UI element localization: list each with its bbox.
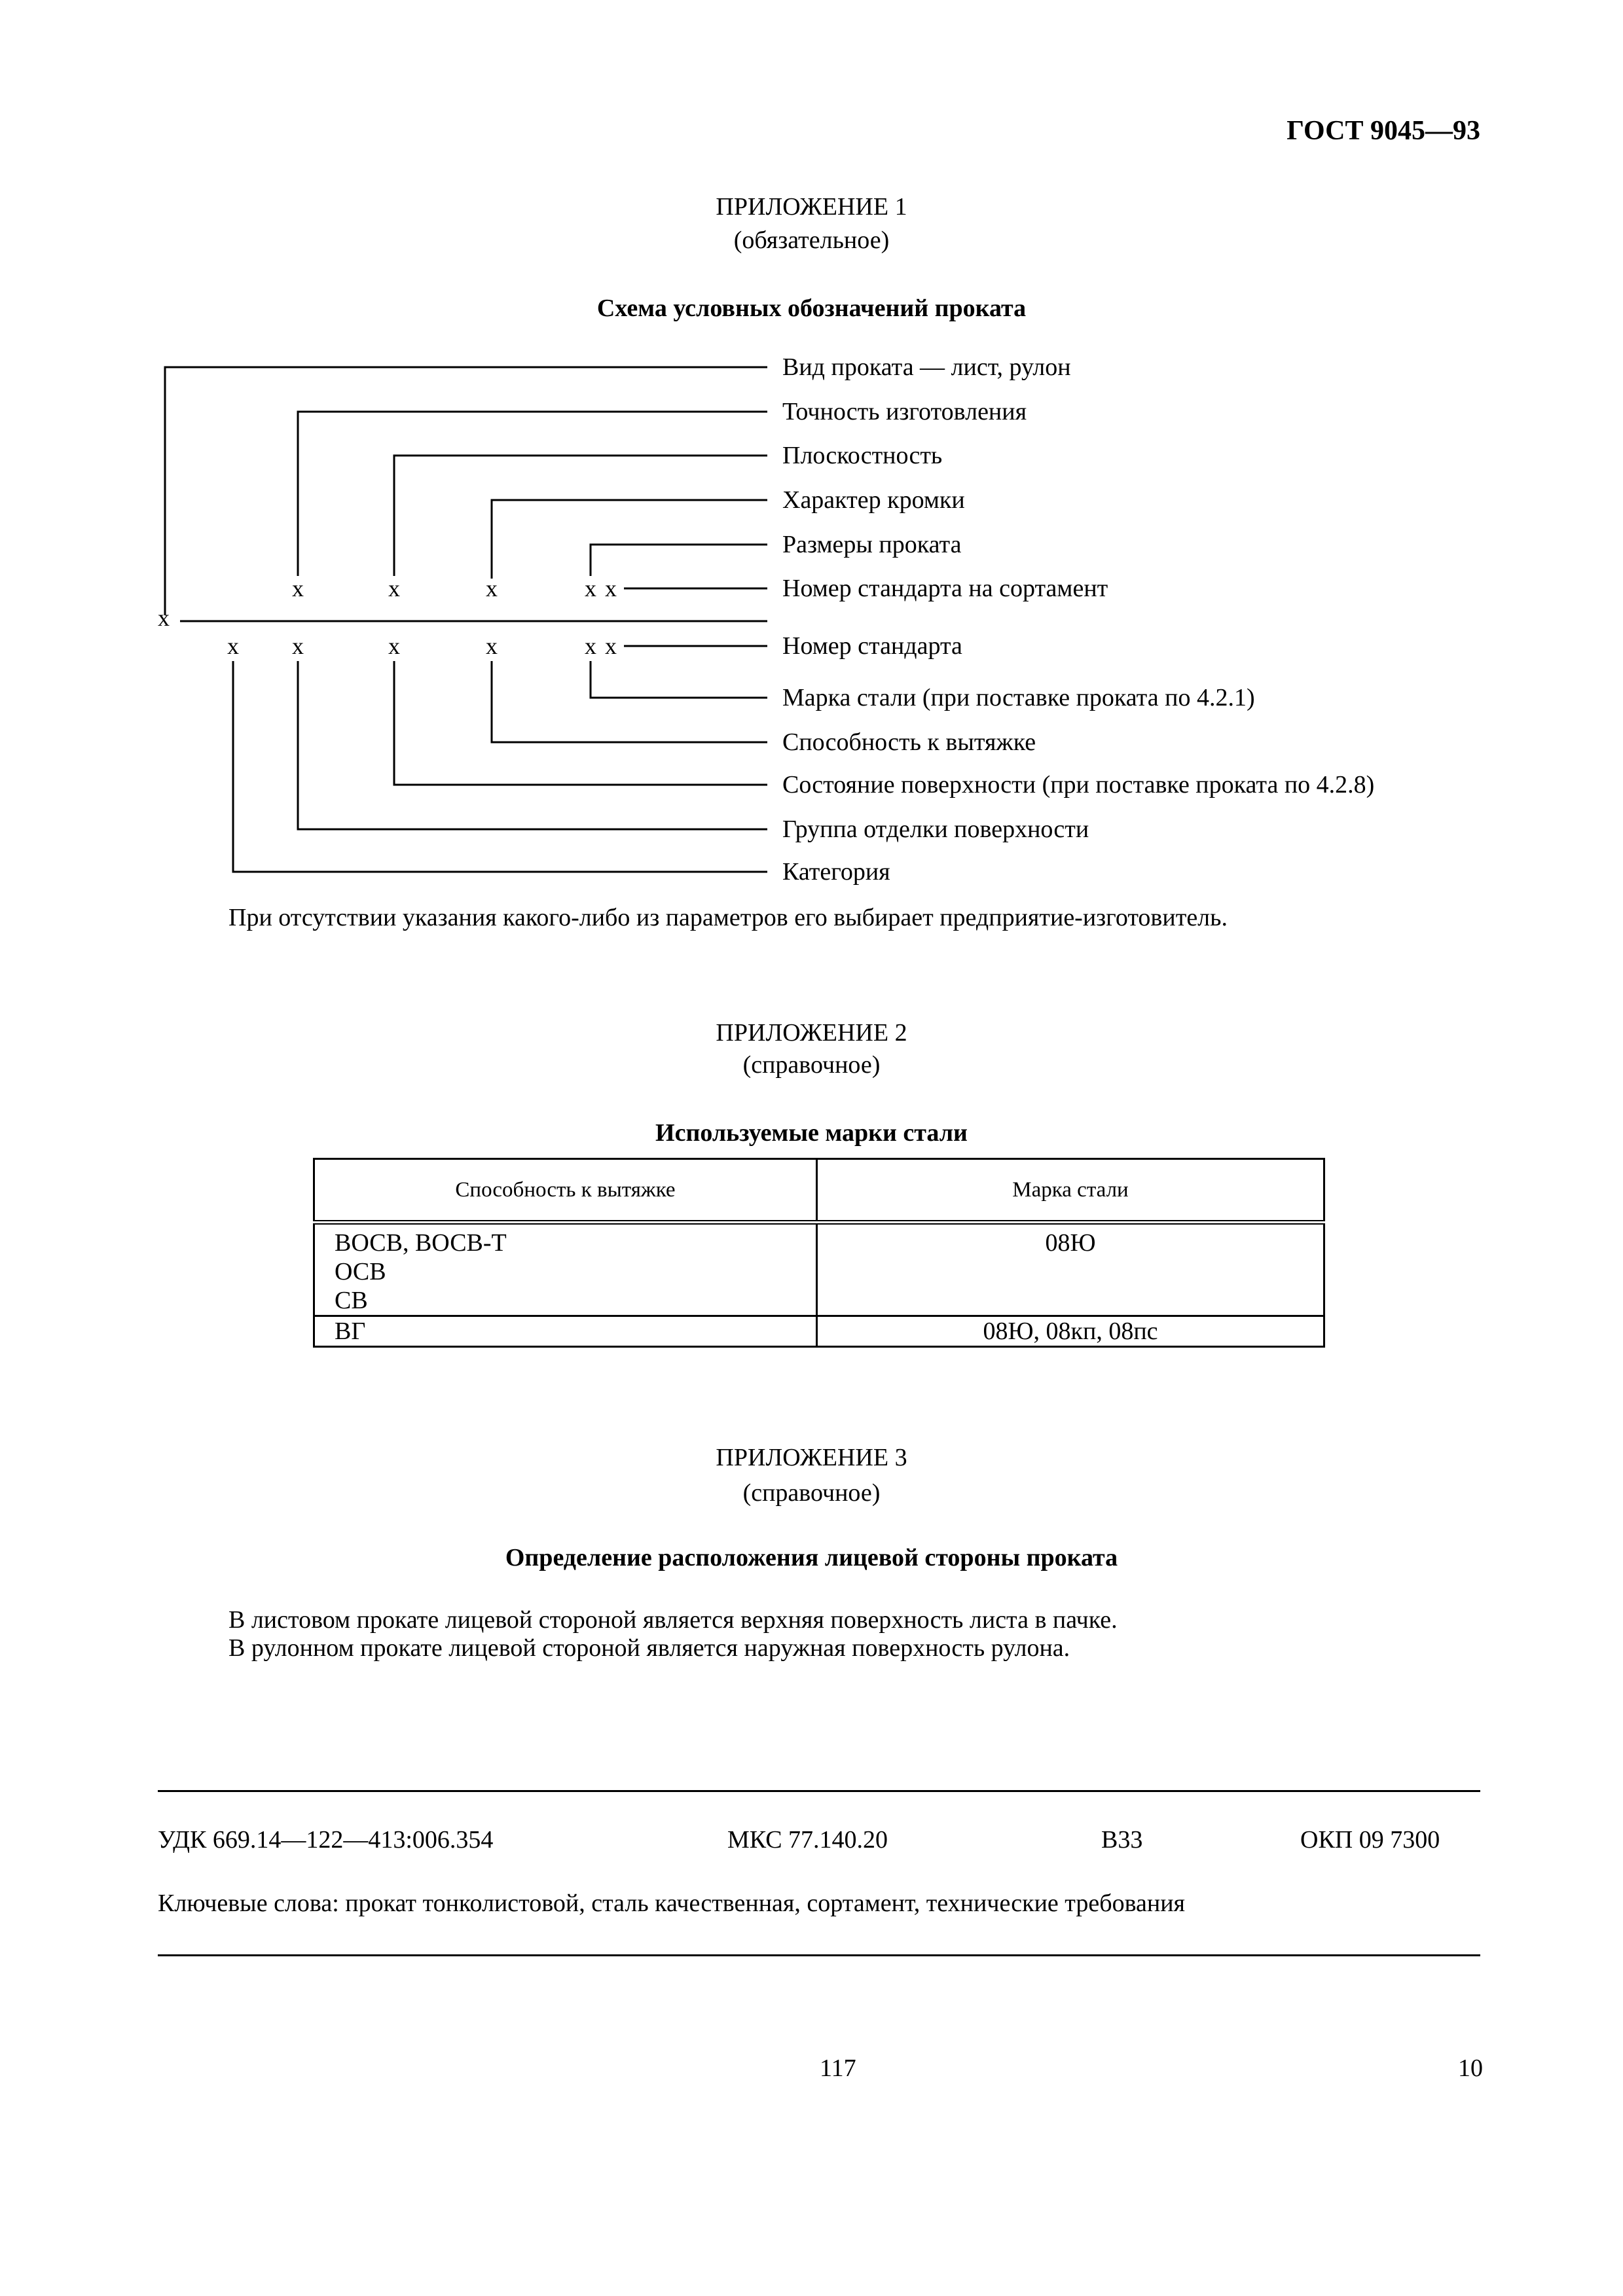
column-header: Способность к вытяжке [314, 1159, 817, 1223]
diagram-label: Плоскостность [782, 442, 943, 469]
keywords: Ключевые слова: прокат тонколистовой, сталь качественная, сортамент, технические требования [158, 1890, 1186, 1917]
diagram-label: Номер стандарта [782, 632, 962, 660]
table-cell: 08Ю, 08кп, 08пс [817, 1316, 1324, 1347]
diagram-label: Точность изготовления [782, 398, 1027, 425]
page-number-right: 10 [1458, 2054, 1483, 2082]
table-cell [314, 1223, 817, 1316]
diagram-label: Способность к вытяжке [782, 728, 1036, 756]
appendix1-note: При отсутствии указания какого-либо из параметров его выбирает предприятие-изготовитель. [228, 904, 1228, 931]
diagram-label: Номер стандарта на сортамент [782, 575, 1108, 602]
diagram-mark: x [388, 633, 400, 659]
diagram-mark: x [605, 633, 617, 659]
diagram-label: Характер кромки [782, 486, 965, 514]
diagram-mark: x [388, 575, 400, 601]
cell-line: ВОСВ, ВОСВ-Т [335, 1229, 507, 1257]
cell-line: СВ [335, 1287, 368, 1314]
diagram-label: Категория [782, 858, 890, 886]
diagram-label: Состояние поверхности (при поставке проката по 4.2.8) [782, 771, 1375, 798]
appendix2-status: (справочное) [742, 1051, 881, 1079]
okp-code: ОКП 09 7300 [1300, 1826, 1440, 1854]
diagram-mark: x [585, 575, 596, 601]
diagram-mark: x [292, 575, 304, 601]
steel-grades-table [313, 1158, 1325, 1348]
appendix3-title: ПРИЛОЖЕНИЕ 3 [716, 1444, 907, 1471]
footer-rule-bottom [158, 1954, 1480, 1956]
document-code: ГОСТ 9045—93 [1286, 116, 1480, 146]
appendix3-line: В рулонном прокате лицевой стороной является наружная поверхность рулона. [228, 1634, 1070, 1662]
mks-code: МКС 77.140.20 [727, 1826, 888, 1854]
appendix1-heading: Схема условных обозначений проката [596, 295, 1027, 322]
appendix1-title: ПРИЛОЖЕНИЕ 1 [716, 193, 907, 221]
appendix3-line: В листовом прокате лицевой стороной является верхняя поверхность листа в пачке. [228, 1606, 1118, 1634]
diagram-mark: x [227, 633, 239, 659]
page-number-left: 117 [820, 2054, 856, 2082]
appendix3-status: (справочное) [742, 1479, 881, 1507]
diagram-mark: x [486, 575, 498, 601]
table-row [314, 1316, 1324, 1347]
appendix1-status: (обязательное) [733, 226, 890, 254]
table-row [314, 1223, 1324, 1316]
diagram-mark: x [605, 575, 617, 601]
diagram-mark: x [486, 633, 498, 659]
diagram-label: Группа отделки поверхности [782, 816, 1089, 843]
diagram-mark: x [158, 605, 170, 631]
group-code: В33 [1101, 1826, 1143, 1854]
appendix2-heading: Используемые марки стали [655, 1119, 968, 1147]
table-header-row [314, 1159, 1324, 1223]
cell-line: ОСВ [335, 1258, 386, 1285]
diagram-mark: x [585, 633, 596, 659]
diagram-mark: x [292, 633, 304, 659]
udk-code: УДК 669.14—122—413:006.354 [158, 1826, 494, 1854]
table-cell: 08Ю [817, 1223, 1324, 1316]
footer-rule-top [158, 1790, 1480, 1792]
appendix3-heading: Определение расположения лицевой стороны проката [505, 1544, 1118, 1571]
diagram-label: Марка стали (при поставке проката по 4.2.1) [782, 684, 1255, 711]
diagram-label: Размеры проката [782, 531, 962, 558]
diagram-label: Вид проката — лист, рулон [782, 353, 1071, 381]
table-cell: ВГ [314, 1316, 817, 1347]
appendix2-title: ПРИЛОЖЕНИЕ 2 [716, 1019, 907, 1047]
column-header: Марка стали [817, 1159, 1324, 1223]
